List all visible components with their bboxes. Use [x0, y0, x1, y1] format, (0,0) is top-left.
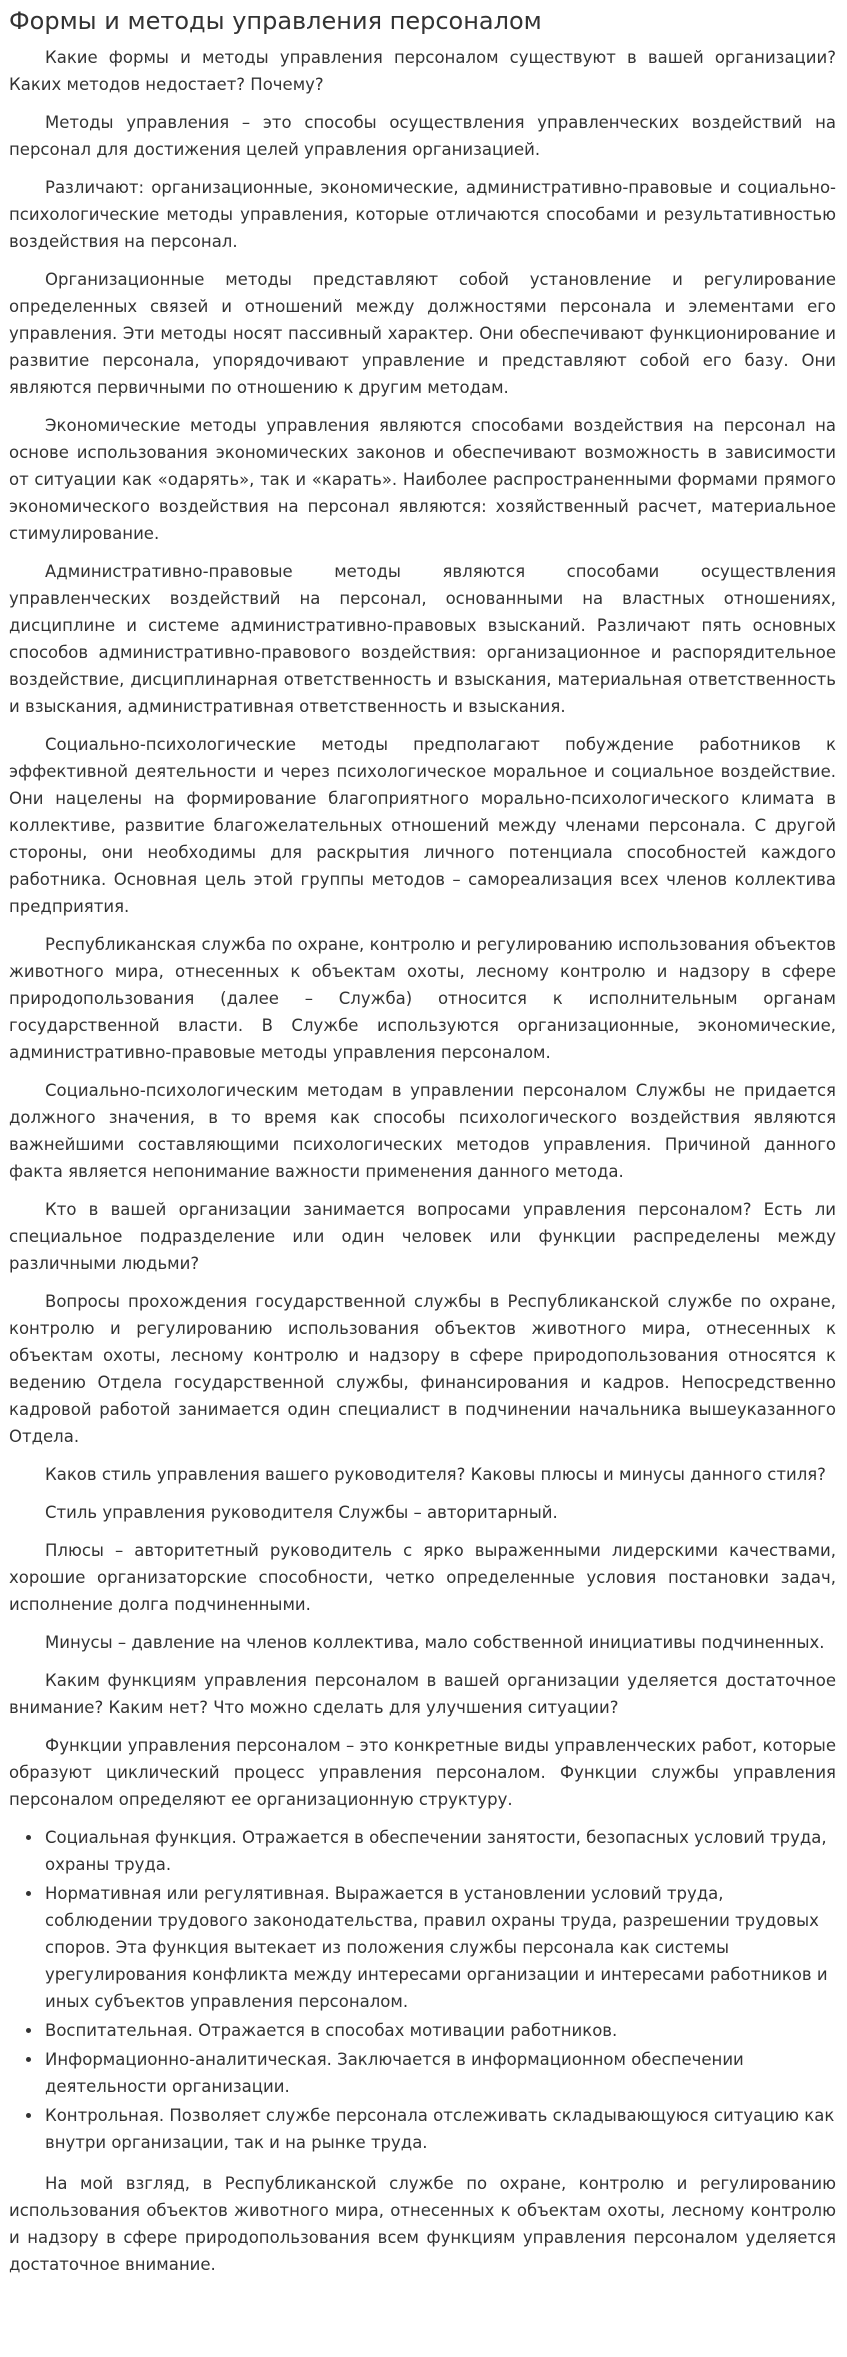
body-after-list	[9, 2170, 836, 2278]
page-title: Формы и методы управления персоналом	[9, 7, 542, 35]
paragraph-social-methods: Социально-психологические методы предполагают побуждение работников к эффективной деятельности и через психологическое моральное и социальное воздействие. Они нацелены на формирование благоприятного морально-психологического климата в коллективе, развитие благожелательных отношений между членами персонала. С другой стороны, они необходимы для раскрытия личного потенциала способностей каждого работника. Основная цель этой группы методов – самореализация всех членов коллектива предприятия.	[9, 735, 836, 916]
paragraph-question-functions: Каким функциям управления персоналом в вашей организации уделяется достаточное внимание? Каким нет? Что можно сделать для улучшения ситуации?	[9, 1671, 836, 1717]
list-item: • Социальная функция. Отражается в обеспечении занятости, безопасных условий труда, охраны труда.	[43, 1824, 836, 1878]
list-item: • Информационно-аналитическая. Заключается в информационном обеспечении деятельности организации.	[43, 2046, 836, 2100]
paragraph-organizational-methods: Организационные методы представляют собой установление и регулирование определенных связей и отношений между должностями персонала и элементами его управления. Эти методы носят пассивный характер. Они обеспечивают функционирование и развитие персонала, упорядочивают управление и представляют собой его базу. Они являются первичными по отношению к другим методам.	[9, 270, 836, 397]
paragraph-personnel-department: Вопросы прохождения государственной службы в Республиканской службе по охране, контролю и регулированию использования объектов животного мира, отнесенных к объектам охоты, лесному контролю и надзору в сфере природопользования относятся к ведению Отдела государственной службы, финансирования и кадров. Непосредственно кадровой работой занимается один специалист в подчинении начальника вышеуказанного Отдела.	[9, 1292, 836, 1446]
paragraph-service-methods: Республиканская служба по охране, контролю и регулированию использования объектов животного мира, отнесенных к объектам охоты, лесному контролю и надзору в сфере природопользования (далее – Служба) относится к исполнительным органам государственной власти. В Службе используются организационные, экономические, административно-правовые методы управления персоналом.	[9, 935, 836, 1062]
list-item: • Воспитательная. Отражается в способах мотивации работников.	[43, 2017, 836, 2044]
paragraph-pros: Плюсы – авторитетный руководитель с ярко выраженными лидерскими качествами, хорошие организаторские способности, четко определенные условия постановки задач, исполнение долга подчиненными.	[9, 1541, 836, 1614]
paragraph-economic-methods: Экономические методы управления являются способами воздействия на персонал на основе использования экономических законов и обеспечивают возможность в зависимости от ситуации как «одарять», так и «карать». Наиболее распространенными формами прямого экономического воздействия на персонал являются: хозяйственный расчет, материальное стимулирование.	[9, 416, 836, 543]
list-item: • Нормативная или регулятивная. Выражается в установлении условий труда, соблюдении трудового законодательства, правил охраны труда, разрешении трудовых споров. Эта функция вытекает из положения службы персонала как системы урегулирования конфликта между интересами организации и интересами работников и иных субъектов управления персоналом.	[43, 1880, 836, 2015]
paragraph-social-methods-service: Социально-психологическим методам в управлении персоналом Службы не придается должного значения, в то время как способы психологического воздействия являются важнейшими составляющими психологических методов управления. Причиной данного факта является непонимание важности применения данного метода.	[9, 1081, 836, 1181]
list-item: • Контрольная. Позволяет службе персонала отслеживать складывающуюся ситуацию как внутри организации, так и на рынке труда.	[43, 2102, 836, 2156]
functions-list	[9, 1824, 836, 2156]
paragraph-methods-types: Различают: организационные, экономические, административно-правовые и социально-психологические методы управления, которые отличаются способами и результативностью воздействия на персонал.	[9, 178, 836, 251]
body-before-list	[9, 44, 836, 1813]
paragraph-question-who: Кто в вашей организации занимается вопросами управления персоналом? Есть ли специальное подразделение или один человек или функции распределены между различными людьми?	[9, 1200, 836, 1273]
paragraph-conclusion: На мой взгляд, в Республиканской службе по охране, контролю и регулированию использования объектов животного мира, отнесенных к объектам охоты, лесному контролю и надзору в сфере природопользования всем функциям управления персоналом уделяется достаточное внимание.	[9, 2174, 836, 2274]
paragraph-question-forms: Какие формы и методы управления персоналом существуют в вашей организации? Каких методов недостает? Почему?	[9, 48, 836, 94]
paragraph-administrative-methods: Административно-правовые методы являются способами осуществления управленческих воздействий на персонал, основанными на властных отношениях, дисциплине и системе административно-правовых взысканий. Различают пять основных способов административно-правового воздействия: организационное и распорядительное воздействие, дисциплинарная ответственность и взыскания, материальная ответственность и взыскания, административная ответственность и взыскания.	[9, 562, 836, 716]
paragraph-functions-definition: Функции управления персоналом – это конкретные виды управленческих работ, которые образуют циклический процесс управления персоналом. Функции службы управления персоналом определяют ее организационную структуру.	[9, 1736, 836, 1809]
paragraph-question-style: Каков стиль управления вашего руководителя? Каковы плюсы и минусы данного стиля?	[45, 1465, 826, 1484]
paragraph-style-answer: Стиль управления руководителя Службы – авторитарный.	[45, 1503, 558, 1522]
paragraph-methods-definition: Методы управления – это способы осуществления управленческих воздействий на персонал для достижения целей управления организацией.	[9, 113, 836, 159]
paragraph-cons: Минусы – давление на членов коллектива, мало собственной инициативы подчиненных.	[45, 1633, 825, 1652]
